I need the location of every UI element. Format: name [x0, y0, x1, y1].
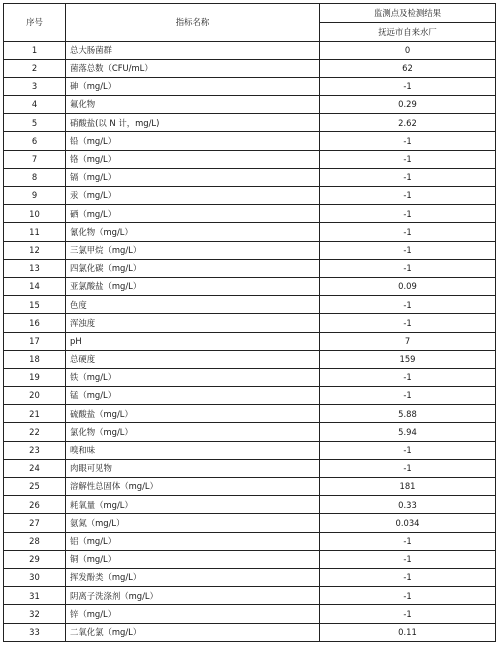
indicator-name-cell: 硫酸盐（mg/L） — [66, 405, 320, 423]
result-column-header: 监测点及检测结果 — [320, 4, 496, 23]
indicator-name-cell: 肉眼可见物 — [66, 459, 320, 477]
table-row — [4, 296, 496, 314]
table-row — [4, 405, 496, 423]
row-index-cell: 2 — [4, 59, 66, 77]
row-index-cell: 8 — [4, 168, 66, 186]
row-index-cell: 21 — [4, 405, 66, 423]
row-index-cell: 25 — [4, 478, 66, 496]
result-value-cell: 5.94 — [320, 423, 496, 441]
result-value-cell: -1 — [320, 205, 496, 223]
table-row — [4, 532, 496, 550]
indicator-name-cell: pH — [66, 332, 320, 350]
indicator-name-cell: 氰化物（mg/L） — [66, 223, 320, 241]
row-index-cell: 27 — [4, 514, 66, 532]
row-index-cell: 9 — [4, 187, 66, 205]
row-index-cell: 31 — [4, 587, 66, 605]
indicator-name-cell: 铬（mg/L） — [66, 150, 320, 168]
table-row — [4, 387, 496, 405]
result-value-cell: -1 — [320, 168, 496, 186]
indicator-name-cell: 嗅和味 — [66, 441, 320, 459]
table-row — [4, 368, 496, 386]
result-value-cell: -1 — [320, 605, 496, 623]
row-index-cell: 10 — [4, 205, 66, 223]
row-index-cell: 4 — [4, 96, 66, 114]
row-index-cell: 5 — [4, 114, 66, 132]
indicator-name-cell: 硒（mg/L） — [66, 205, 320, 223]
result-value-cell: 181 — [320, 478, 496, 496]
indicator-name-cell: 四氯化碳（mg/L） — [66, 259, 320, 277]
table-row — [4, 423, 496, 441]
indicator-name-cell: 锰（mg/L） — [66, 387, 320, 405]
table-row — [4, 332, 496, 350]
table-row — [4, 205, 496, 223]
table-row — [4, 132, 496, 150]
indicator-name-cell: 汞（mg/L） — [66, 187, 320, 205]
table-row — [4, 168, 496, 186]
indicator-name-cell: 镉（mg/L） — [66, 168, 320, 186]
indicator-name-cell: 二氧化氯（mg/L） — [66, 623, 320, 641]
row-index-cell: 13 — [4, 259, 66, 277]
result-value-cell: 0.29 — [320, 96, 496, 114]
indicator-name-cell: 氟化物 — [66, 96, 320, 114]
row-index-cell: 22 — [4, 423, 66, 441]
indicator-name-cell: 耗氧量（mg/L） — [66, 496, 320, 514]
table-row — [4, 350, 496, 368]
table-row — [4, 605, 496, 623]
result-value-cell: 0 — [320, 41, 496, 59]
indicator-name-cell: 三氯甲烷（mg/L） — [66, 241, 320, 259]
indicator-name-cell: 溶解性总固体（mg/L） — [66, 478, 320, 496]
row-index-cell: 30 — [4, 568, 66, 586]
table-row — [4, 77, 496, 95]
result-value-cell: -1 — [320, 77, 496, 95]
indicator-name-cell: 铜（mg/L） — [66, 550, 320, 568]
result-value-cell: 62 — [320, 59, 496, 77]
result-value-cell: -1 — [320, 459, 496, 477]
indicator-name-cell: 总硬度 — [66, 350, 320, 368]
indicator-name-cell: 铅（mg/L） — [66, 132, 320, 150]
row-index-cell: 26 — [4, 496, 66, 514]
table-row — [4, 41, 496, 59]
indicator-name-cell: 铝（mg/L） — [66, 532, 320, 550]
header-row — [4, 4, 496, 23]
result-value-cell: 7 — [320, 332, 496, 350]
indicator-name-cell: 阴离子洗涤剂（mg/L） — [66, 587, 320, 605]
indicator-name-cell: 砷（mg/L） — [66, 77, 320, 95]
table-header — [4, 4, 496, 42]
result-value-cell: -1 — [320, 150, 496, 168]
table-row — [4, 114, 496, 132]
result-value-cell: 0.11 — [320, 623, 496, 641]
table-row — [4, 514, 496, 532]
water-quality-table — [3, 3, 496, 642]
row-index-cell: 18 — [4, 350, 66, 368]
result-value-cell: 0.33 — [320, 496, 496, 514]
table-row — [4, 96, 496, 114]
result-value-cell: -1 — [320, 259, 496, 277]
result-value-cell: -1 — [320, 587, 496, 605]
row-index-cell: 23 — [4, 441, 66, 459]
monitoring-site-header: 抚远市自来水厂 — [320, 23, 496, 42]
row-index-cell: 32 — [4, 605, 66, 623]
result-value-cell: 0.09 — [320, 277, 496, 295]
indicator-name-cell: 氯化物（mg/L） — [66, 423, 320, 441]
result-value-cell: -1 — [320, 187, 496, 205]
row-index-cell: 20 — [4, 387, 66, 405]
result-value-cell: -1 — [320, 314, 496, 332]
result-value-cell: -1 — [320, 368, 496, 386]
indicator-name-column-header: 指标名称 — [66, 4, 320, 42]
result-value-cell: 0.034 — [320, 514, 496, 532]
row-index-cell: 19 — [4, 368, 66, 386]
indicator-name-cell: 挥发酚类（mg/L） — [66, 568, 320, 586]
indicator-name-cell: 总大肠菌群 — [66, 41, 320, 59]
result-value-cell: -1 — [320, 441, 496, 459]
table-row — [4, 550, 496, 568]
row-index-cell: 11 — [4, 223, 66, 241]
table-row — [4, 187, 496, 205]
row-index-cell: 24 — [4, 459, 66, 477]
result-value-cell: -1 — [320, 132, 496, 150]
table-row — [4, 568, 496, 586]
table-row — [4, 623, 496, 641]
result-value-cell: -1 — [320, 387, 496, 405]
indicator-name-cell: 浑浊度 — [66, 314, 320, 332]
result-value-cell: -1 — [320, 568, 496, 586]
row-index-cell: 33 — [4, 623, 66, 641]
table-row — [4, 241, 496, 259]
indicator-name-cell: 菌落总数（CFU/mL） — [66, 59, 320, 77]
result-value-cell: -1 — [320, 532, 496, 550]
result-value-cell: -1 — [320, 241, 496, 259]
result-value-cell: -1 — [320, 296, 496, 314]
indicator-name-cell: 硝酸盐(以 N 计，mg/L) — [66, 114, 320, 132]
indicator-name-cell: 氨氮（mg/L） — [66, 514, 320, 532]
index-column-header: 序号 — [4, 4, 66, 42]
result-value-cell: 159 — [320, 350, 496, 368]
indicator-name-cell: 锌（mg/L） — [66, 605, 320, 623]
table-row — [4, 314, 496, 332]
table-row — [4, 59, 496, 77]
water-quality-table-container — [3, 3, 495, 642]
table-row — [4, 259, 496, 277]
row-index-cell: 28 — [4, 532, 66, 550]
table-row — [4, 223, 496, 241]
row-index-cell: 7 — [4, 150, 66, 168]
row-index-cell: 6 — [4, 132, 66, 150]
row-index-cell: 29 — [4, 550, 66, 568]
table-row — [4, 150, 496, 168]
row-index-cell: 3 — [4, 77, 66, 95]
result-value-cell: -1 — [320, 223, 496, 241]
row-index-cell: 16 — [4, 314, 66, 332]
result-value-cell: 5.88 — [320, 405, 496, 423]
row-index-cell: 15 — [4, 296, 66, 314]
result-value-cell: -1 — [320, 550, 496, 568]
table-row — [4, 587, 496, 605]
indicator-name-cell: 色度 — [66, 296, 320, 314]
row-index-cell: 12 — [4, 241, 66, 259]
row-index-cell: 1 — [4, 41, 66, 59]
table-row — [4, 496, 496, 514]
table-body — [4, 41, 496, 641]
row-index-cell: 14 — [4, 277, 66, 295]
table-row — [4, 478, 496, 496]
result-value-cell: 2.62 — [320, 114, 496, 132]
table-row — [4, 459, 496, 477]
table-row — [4, 277, 496, 295]
row-index-cell: 17 — [4, 332, 66, 350]
table-row — [4, 441, 496, 459]
indicator-name-cell: 亚氯酸盐（mg/L） — [66, 277, 320, 295]
indicator-name-cell: 铁（mg/L） — [66, 368, 320, 386]
